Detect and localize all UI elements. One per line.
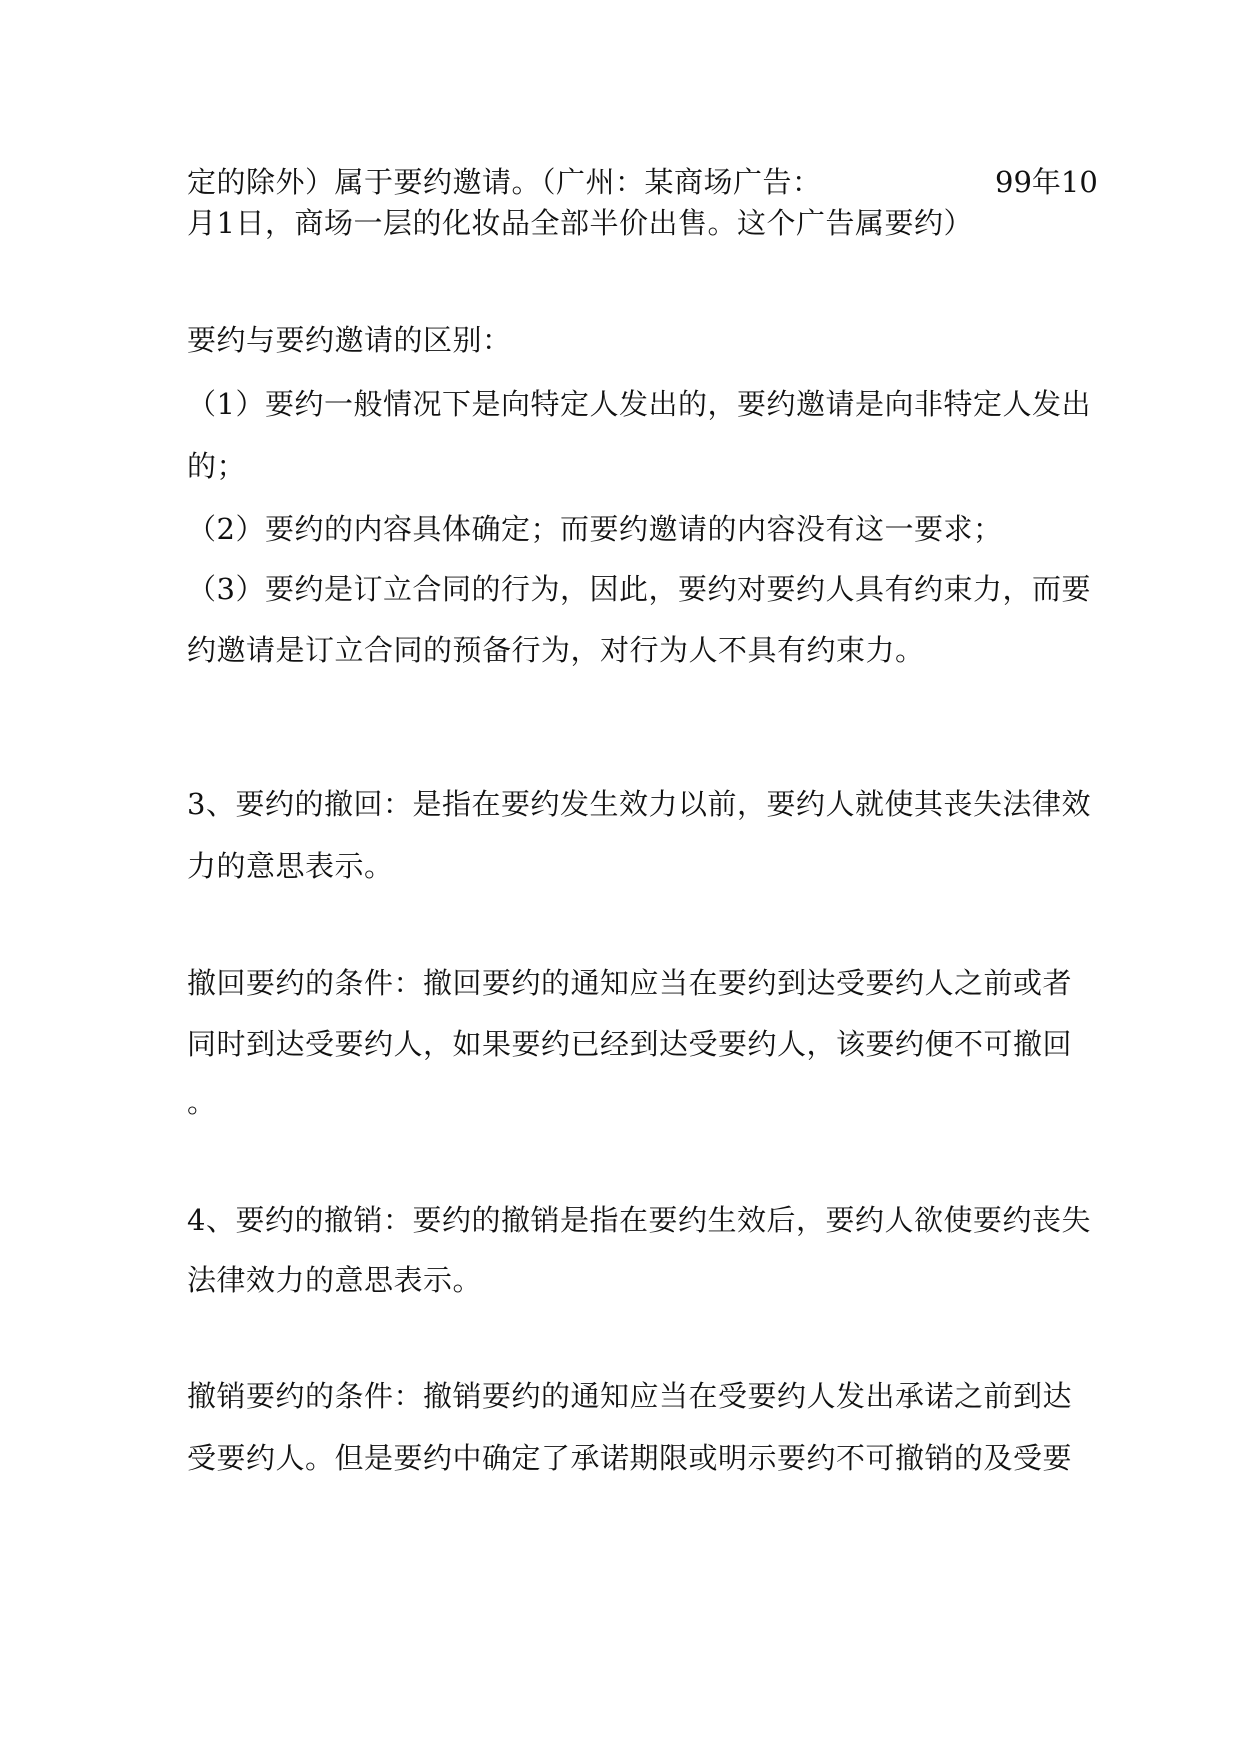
text-line-15: 法律效力的意思表示。 — [187, 1263, 483, 1297]
text-line-1: 定的除外）属于要约邀请。（广州：某商场广告： — [187, 165, 822, 199]
text-line-16: 撤销要约的条件：撤销要约的通知应当在受要约人发出承诺之前到达 — [187, 1379, 1073, 1413]
text-line-7: （3）要约是订立合同的行为，因此，要约对要约人具有约束力，而要 — [187, 572, 1091, 606]
text-line-10: 力的意思表示。 — [187, 849, 394, 883]
text-line-6: （2）要约的内容具体确定；而要约邀请的内容没有这一要求； — [187, 512, 1003, 546]
text-line-17: 受要约人。但是要约中确定了承诺期限或明示要约不可撤销的及受要 — [187, 1441, 1073, 1475]
text-line-5: 的； — [187, 449, 247, 483]
text-line-12: 同时到达受要约人，如果要约已经到达受要约人，该要约便不可撤回 — [187, 1027, 1073, 1061]
text-line-11: 撤回要约的条件：撤回要约的通知应当在要约到达受要约人之前或者 — [187, 966, 1073, 1000]
text-line-2: 月1日，商场一层的化妆品全部半价出售。这个广告属要约） — [187, 206, 973, 240]
text-line-1-date: 99年10 — [995, 165, 1098, 199]
text-line-8: 约邀请是订立合同的预备行为，对行为人不具有约束力。 — [187, 633, 925, 667]
text-line-13: 。 — [187, 1085, 217, 1119]
text-line-9: 3、要约的撤回：是指在要约发生效力以前，要约人就使其丧失法律效 — [187, 787, 1091, 821]
text-line-14: 4、要约的撤销：要约的撤销是指在要约生效后，要约人欲使要约丧失 — [187, 1203, 1091, 1237]
text-line-4: （1）要约一般情况下是向特定人发出的，要约邀请是向非特定人发出 — [187, 387, 1091, 421]
text-line-3: 要约与要约邀请的区别： — [187, 323, 512, 357]
